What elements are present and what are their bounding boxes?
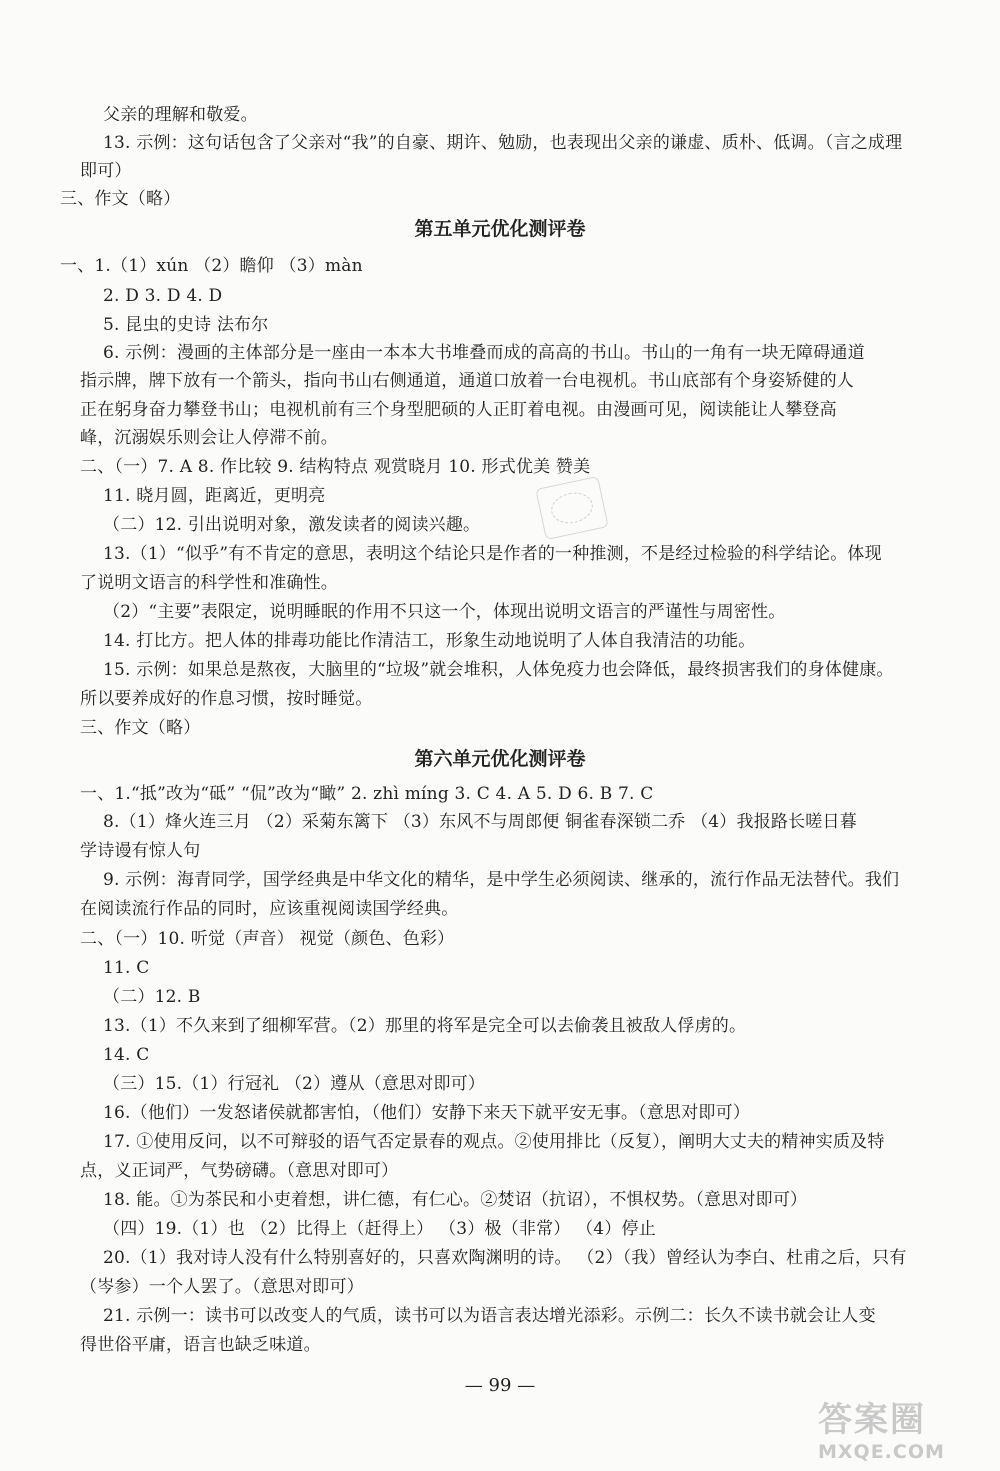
answer-line: 14. 打比方。把人体的排毒功能比作清洁工，形象生动地说明了人体自我清洁的功能。 [103,631,756,651]
answer-line: 一、1.“抵”改为“砥” “侃”改为“瞰” 2. zhì míng 3. C 4. A 5. D 6. B 7. C [80,784,654,804]
answer-line: 峰，沉溺娱乐则会让人停滞不前。 [80,428,338,448]
answer-line: 21. 示例一：读书可以改变人的气质，读书可以为语言表达增光添彩。示例二：长久不读书就会让人变 [103,1306,876,1326]
watermark-logo [818,1392,994,1466]
answer-line: （岑参）一个人罢了。（意思对即可） [80,1277,364,1297]
answer-line: 二、（一）10. 听觉（声音） 视觉（颜色、色彩） [80,929,455,949]
stamp-mark [535,476,608,540]
answer-line: 9. 示例：海青同学，国学经典是中华文化的精华，是中学生必须阅读、继承的，流行作品无法替代。我们 [103,870,900,890]
unit-five-title: 第五单元优化测评卷 [414,218,586,240]
watermark-logo-bottom: MXQE.COM [818,1441,945,1463]
answer-line: （三）15.（1）行冠礼 （2）遵从（意思对即可） [103,1074,486,1094]
answer-line: （2）“主要”表限定，说明睡眠的作用不只这一个，体现出说明文语言的严谨性与周密性。 [103,602,786,622]
section-heading: 三、作文（略） [60,189,181,209]
answer-line: 14. C [103,1045,150,1065]
answer-line: （二）12. 引出说明对象，激发读者的阅读兴趣。 [103,515,481,535]
answer-line: 在阅读流行作品的同时，应该重视阅读国学经典。 [80,899,459,919]
answer-line: 父亲的理解和敬爱。 [103,105,258,125]
answer-line: 15. 示例：如果总是熬夜，大脑里的“垃圾”就会堆积，人体免疫力也会降低，最终损害我们的身体健康。 [103,660,894,680]
page-number: — 99 — [464,1375,536,1396]
answer-line: （二）12. B [103,987,201,1007]
answer-line: 18. 能。①为茶民和小吏着想，讲仁德，有仁心。②焚诏（抗诏），不惧权势。（意思对即可） [103,1190,808,1210]
watermark-logo-top: 答案圈 [818,1400,926,1440]
answer-line: 即可） [80,161,132,181]
unit-six-title: 第六单元优化测评卷 [414,748,586,770]
answer-line: 所以要养成好的作息习惯，按时睡觉。 [80,689,373,709]
answer-line: 16.（他们）一发怒诸侯就都害怕，（他们）安静下来天下就平安无事。（意思对即可） [103,1103,751,1123]
answer-line: （四）19.（1）也 （2）比得上（赶得上） （3）极（非常） （4）停止 [103,1219,656,1239]
answer-line: 二、（一）7. A 8. 作比较 9. 结构特点 观赏晓月 10. 形式优美 赞美 [80,457,591,477]
answer-line: 学诗谩有惊人句 [80,841,201,861]
answer-line: 6. 示例：漫画的主体部分是一座由一本本大书堆叠而成的高高的书山。书山的一角有一块无障碍通道 [103,343,865,363]
answer-line: 2. D 3. D 4. D [103,286,223,306]
answer-line: 指示牌，牌下放有一个箭头，指向书山右侧通道，通道口放着一台电视机。书山底部有个身姿矫健的人 [80,371,854,391]
answer-line: 一、1.（1）xún （2）瞻仰 （3）màn [60,256,363,276]
answer-line: 正在躬身奋力攀登书山；电视机前有三个身型肥硕的人正盯着电视。由漫画可见，阅读能让人攀登高 [80,400,837,420]
section-heading: 三、作文（略） [80,718,201,738]
answer-line: 5. 昆虫的史诗 法布尔 [103,315,269,335]
answer-line: 11. C [103,958,150,978]
answer-line: 17. ①使用反问，以不可辩驳的语气否定景春的观点。②使用排比（反复），阐明大丈夫的精神实质及特 [103,1132,885,1152]
answer-line: 13.（1）不久来到了细柳军营。（2）那里的将军是完全可以去偷袭且被敌人俘虏的。 [103,1016,747,1036]
answer-line: 点，义正词严，气势磅礴。（意思对即可） [80,1161,399,1181]
answer-line: 了说明文语言的科学性和准确性。 [80,573,338,593]
answer-line: 20.（1）我对诗人没有什么特别喜好的，只喜欢陶渊明的诗。 （2）（我）曾经认为李白、杜甫之后，只有 [103,1248,907,1268]
answer-line: 13. 示例：这句话包含了父亲对“我”的自豪、期许、勉励，也表现出父亲的谦虚、质朴、低调。（言之成理 [103,133,903,153]
answer-line: 13.（1）“似乎”有不肯定的意思，表明这个结论只是作者的一种推测，不是经过检验的科学结论。体现 [103,544,882,564]
answer-line: 11. 晓月圆，距离近，更明亮 [103,486,326,506]
answer-line: 8.（1）烽火连三月 （2）采菊东篱下 （3）东风不与周郎便 铜雀春深锁二乔 （4）我报路长嗟日暮 [103,812,857,832]
answer-line: 得世俗平庸，语言也缺乏味道。 [80,1335,321,1355]
